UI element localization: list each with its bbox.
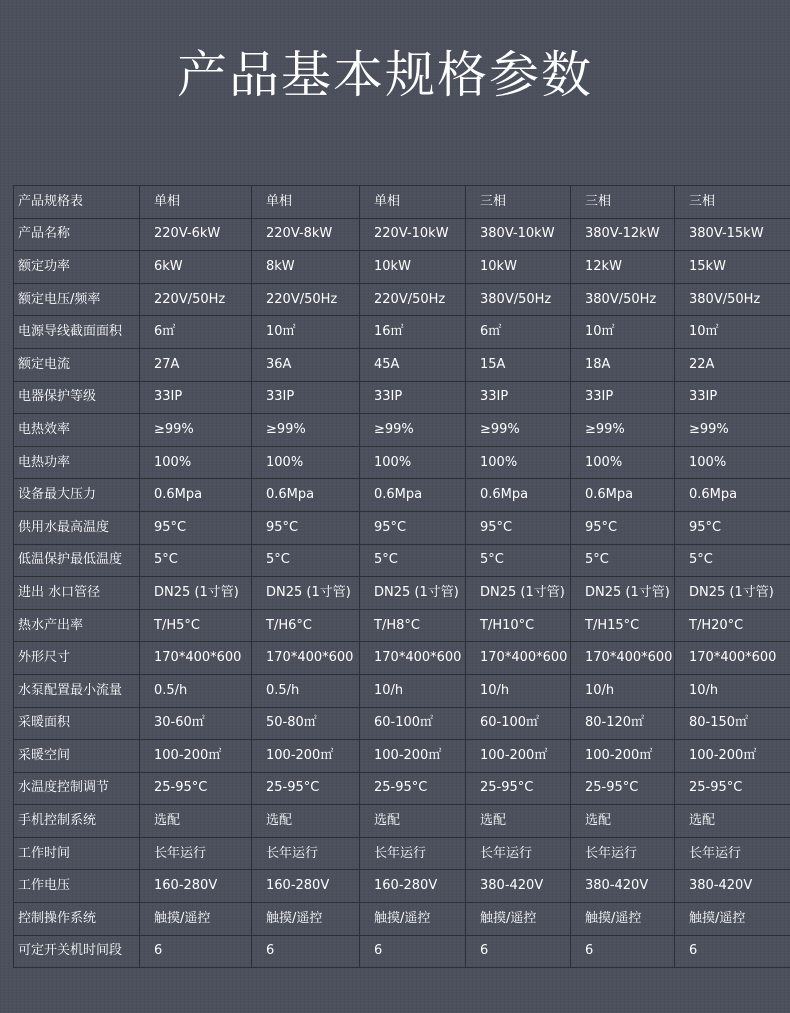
table-cell: 380V/50Hz — [675, 283, 790, 316]
row-label-cell: 低温保护最低温度 — [14, 544, 140, 577]
table-cell: 100% — [360, 446, 466, 479]
table-row — [14, 805, 790, 838]
table-cell: 60-100㎡ — [466, 707, 571, 740]
table-cell: 触摸/遥控 — [571, 903, 675, 936]
table-cell: 100-200㎡ — [140, 740, 252, 773]
row-label-cell: 采暖空间 — [14, 740, 140, 773]
table-cell: 选配 — [675, 805, 790, 838]
row-label-cell: 控制操作系统 — [14, 903, 140, 936]
table-row — [14, 935, 790, 968]
table-cell: 10/h — [466, 674, 571, 707]
table-cell: 长年运行 — [252, 837, 360, 870]
row-label-cell: 电热功率 — [14, 446, 140, 479]
table-cell: ≥99% — [140, 414, 252, 447]
row-label-cell: 采暖面积 — [14, 707, 140, 740]
row-label-cell: 手机控制系统 — [14, 805, 140, 838]
table-cell: 220V-8kW — [252, 218, 360, 251]
table-cell: 95°C — [360, 511, 466, 544]
table-row — [14, 772, 790, 805]
table-cell: 100% — [140, 446, 252, 479]
table-cell: 0.5/h — [252, 674, 360, 707]
spec-table-body — [14, 186, 790, 968]
table-cell: 选配 — [571, 805, 675, 838]
table-cell: DN25 (1寸管) — [252, 577, 360, 610]
table-cell: DN25 (1寸管) — [466, 577, 571, 610]
table-row — [14, 511, 790, 544]
table-row — [14, 348, 790, 381]
phase-header-cell: 单相 — [252, 186, 360, 219]
table-cell: 100% — [466, 446, 571, 479]
table-row — [14, 674, 790, 707]
table-cell: 10/h — [360, 674, 466, 707]
table-cell: 0.6Mpa — [252, 479, 360, 512]
table-cell: 380V/50Hz — [571, 283, 675, 316]
table-header-row — [14, 186, 790, 219]
table-cell: 170*400*600 — [571, 642, 675, 675]
table-cell: 100-200㎡ — [466, 740, 571, 773]
table-cell: ≥99% — [675, 414, 790, 447]
table-cell: T/H8°C — [360, 609, 466, 642]
table-cell: 0.6Mpa — [360, 479, 466, 512]
table-cell: 220V/50Hz — [252, 283, 360, 316]
table-row — [14, 577, 790, 610]
table-cell: 6 — [466, 935, 571, 968]
table-cell: 170*400*600 — [675, 642, 790, 675]
table-cell: 6 — [675, 935, 790, 968]
page-title: 产品基本规格参数 — [177, 46, 593, 104]
table-cell: DN25 (1寸管) — [140, 577, 252, 610]
table-cell: 33IP — [675, 381, 790, 414]
table-row — [14, 707, 790, 740]
table-cell: 33IP — [360, 381, 466, 414]
table-cell: 6kW — [140, 251, 252, 284]
table-cell: 10/h — [571, 674, 675, 707]
table-cell: 选配 — [466, 805, 571, 838]
table-cell: 22A — [675, 348, 790, 381]
table-cell: 10㎡ — [571, 316, 675, 349]
table-cell: 触摸/遥控 — [140, 903, 252, 936]
table-cell: 25-95°C — [252, 772, 360, 805]
row-label-cell: 可定开关机时间段 — [14, 935, 140, 968]
table-row — [14, 740, 790, 773]
table-cell: 380V/50Hz — [466, 283, 571, 316]
table-row — [14, 609, 790, 642]
table-cell: 6 — [571, 935, 675, 968]
table-cell: 160-280V — [252, 870, 360, 903]
table-cell: 170*400*600 — [252, 642, 360, 675]
table-cell: 10kW — [360, 251, 466, 284]
table-cell: 0.6Mpa — [675, 479, 790, 512]
table-row — [14, 837, 790, 870]
table-row — [14, 544, 790, 577]
row-label-cell: 额定电流 — [14, 348, 140, 381]
table-cell: 170*400*600 — [466, 642, 571, 675]
table-cell: 选配 — [140, 805, 252, 838]
phase-header-cell: 三相 — [571, 186, 675, 219]
table-cell: 0.5/h — [140, 674, 252, 707]
table-cell: ≥99% — [571, 414, 675, 447]
table-cell: 45A — [360, 348, 466, 381]
table-cell: 100% — [571, 446, 675, 479]
table-cell: 6 — [140, 935, 252, 968]
table-cell: 80-150㎡ — [675, 707, 790, 740]
table-cell: 380V-15kW — [675, 218, 790, 251]
table-cell: 6 — [252, 935, 360, 968]
table-cell: 170*400*600 — [360, 642, 466, 675]
table-cell: 长年运行 — [140, 837, 252, 870]
table-row — [14, 316, 790, 349]
table-cell: 100-200㎡ — [571, 740, 675, 773]
table-cell: 0.6Mpa — [140, 479, 252, 512]
table-cell: ≥99% — [466, 414, 571, 447]
row-label-cell: 额定电压/频率 — [14, 283, 140, 316]
table-cell: 100% — [675, 446, 790, 479]
table-cell: 95°C — [252, 511, 360, 544]
table-cell: 100% — [252, 446, 360, 479]
table-cell: T/H6°C — [252, 609, 360, 642]
table-cell: 长年运行 — [466, 837, 571, 870]
phase-header-cell: 单相 — [360, 186, 466, 219]
row-label-cell: 进出 水口管径 — [14, 577, 140, 610]
row-label-cell: 外形尺寸 — [14, 642, 140, 675]
table-cell: 18A — [571, 348, 675, 381]
table-cell: 长年运行 — [360, 837, 466, 870]
table-cell: 30-60㎡ — [140, 707, 252, 740]
phase-header-cell: 三相 — [675, 186, 790, 219]
table-cell: 6㎡ — [466, 316, 571, 349]
table-cell: 12kW — [571, 251, 675, 284]
phase-header-cell: 单相 — [140, 186, 252, 219]
row-label-cell: 水泵配置最小流量 — [14, 674, 140, 707]
table-cell: 触摸/遥控 — [360, 903, 466, 936]
table-cell: 8kW — [252, 251, 360, 284]
table-cell: 50-80㎡ — [252, 707, 360, 740]
row-label-cell: 供用水最高温度 — [14, 511, 140, 544]
table-cell: 10㎡ — [252, 316, 360, 349]
table-row — [14, 642, 790, 675]
row-label-cell: 工作时间 — [14, 837, 140, 870]
table-cell: 33IP — [252, 381, 360, 414]
table-cell: 95°C — [571, 511, 675, 544]
table-cell: 95°C — [675, 511, 790, 544]
table-cell: 170*400*600 — [140, 642, 252, 675]
table-cell: 15kW — [675, 251, 790, 284]
table-cell: 15A — [466, 348, 571, 381]
table-cell: 25-95°C — [466, 772, 571, 805]
table-cell: 10/h — [675, 674, 790, 707]
table-cell: 100-200㎡ — [675, 740, 790, 773]
table-cell: 100-200㎡ — [360, 740, 466, 773]
table-cell: 25-95°C — [675, 772, 790, 805]
table-cell: 220V-6kW — [140, 218, 252, 251]
table-cell: 380-420V — [571, 870, 675, 903]
table-cell: 380V-12kW — [571, 218, 675, 251]
table-cell: 25-95°C — [140, 772, 252, 805]
table-cell: 5°C — [360, 544, 466, 577]
table-cell: 6 — [360, 935, 466, 968]
table-cell: T/H20°C — [675, 609, 790, 642]
row-label-cell: 热水产出率 — [14, 609, 140, 642]
table-cell: 16㎡ — [360, 316, 466, 349]
table-row — [14, 446, 790, 479]
table-cell: 0.6Mpa — [571, 479, 675, 512]
row-label-cell: 产品名称 — [14, 218, 140, 251]
table-row — [14, 381, 790, 414]
row-label-cell: 额定功率 — [14, 251, 140, 284]
table-cell: 选配 — [360, 805, 466, 838]
table-cell: 33IP — [571, 381, 675, 414]
table-row — [14, 251, 790, 284]
table-cell: 27A — [140, 348, 252, 381]
table-cell: 220V/50Hz — [140, 283, 252, 316]
table-row — [14, 870, 790, 903]
table-cell: 220V-10kW — [360, 218, 466, 251]
table-cell: DN25 (1寸管) — [360, 577, 466, 610]
row-label-cell: 工作电压 — [14, 870, 140, 903]
table-cell: 10㎡ — [675, 316, 790, 349]
phase-header-cell: 三相 — [466, 186, 571, 219]
table-cell: 80-120㎡ — [571, 707, 675, 740]
row-label-cell: 设备最大压力 — [14, 479, 140, 512]
table-cell: 160-280V — [140, 870, 252, 903]
table-cell: 25-95°C — [360, 772, 466, 805]
table-row — [14, 218, 790, 251]
table-row — [14, 903, 790, 936]
table-cell: 5°C — [675, 544, 790, 577]
table-cell: 长年运行 — [675, 837, 790, 870]
table-cell: DN25 (1寸管) — [675, 577, 790, 610]
row-label-cell: 产品规格表 — [14, 186, 140, 219]
table-cell: ≥99% — [252, 414, 360, 447]
table-cell: 95°C — [140, 511, 252, 544]
table-cell: T/H10°C — [466, 609, 571, 642]
table-cell: 0.6Mpa — [466, 479, 571, 512]
table-cell: 380V-10kW — [466, 218, 571, 251]
table-cell: 160-280V — [360, 870, 466, 903]
table-cell: 380-420V — [466, 870, 571, 903]
table-cell: 25-95°C — [571, 772, 675, 805]
table-cell: DN25 (1寸管) — [571, 577, 675, 610]
table-cell: 长年运行 — [571, 837, 675, 870]
table-cell: ≥99% — [360, 414, 466, 447]
spec-table — [13, 185, 790, 968]
table-cell: 5°C — [466, 544, 571, 577]
table-cell: 5°C — [252, 544, 360, 577]
table-row — [14, 414, 790, 447]
table-cell: 33IP — [140, 381, 252, 414]
table-row — [14, 479, 790, 512]
table-cell: 60-100㎡ — [360, 707, 466, 740]
table-cell: 触摸/遥控 — [252, 903, 360, 936]
table-cell: 触摸/遥控 — [675, 903, 790, 936]
table-cell: 100-200㎡ — [252, 740, 360, 773]
table-cell: 5°C — [571, 544, 675, 577]
table-cell: 220V/50Hz — [360, 283, 466, 316]
row-label-cell: 电热效率 — [14, 414, 140, 447]
table-cell: 10kW — [466, 251, 571, 284]
table-cell: 36A — [252, 348, 360, 381]
table-cell: T/H5°C — [140, 609, 252, 642]
row-label-cell: 电源导线截面面积 — [14, 316, 140, 349]
table-cell: 选配 — [252, 805, 360, 838]
row-label-cell: 电器保护等级 — [14, 381, 140, 414]
table-cell: 5°C — [140, 544, 252, 577]
table-cell: 380-420V — [675, 870, 790, 903]
row-label-cell: 水温度控制调节 — [14, 772, 140, 805]
table-cell: 95°C — [466, 511, 571, 544]
table-cell: 33IP — [466, 381, 571, 414]
table-cell: 触摸/遥控 — [466, 903, 571, 936]
table-row — [14, 283, 790, 316]
table-cell: 6㎡ — [140, 316, 252, 349]
table-cell: T/H15°C — [571, 609, 675, 642]
